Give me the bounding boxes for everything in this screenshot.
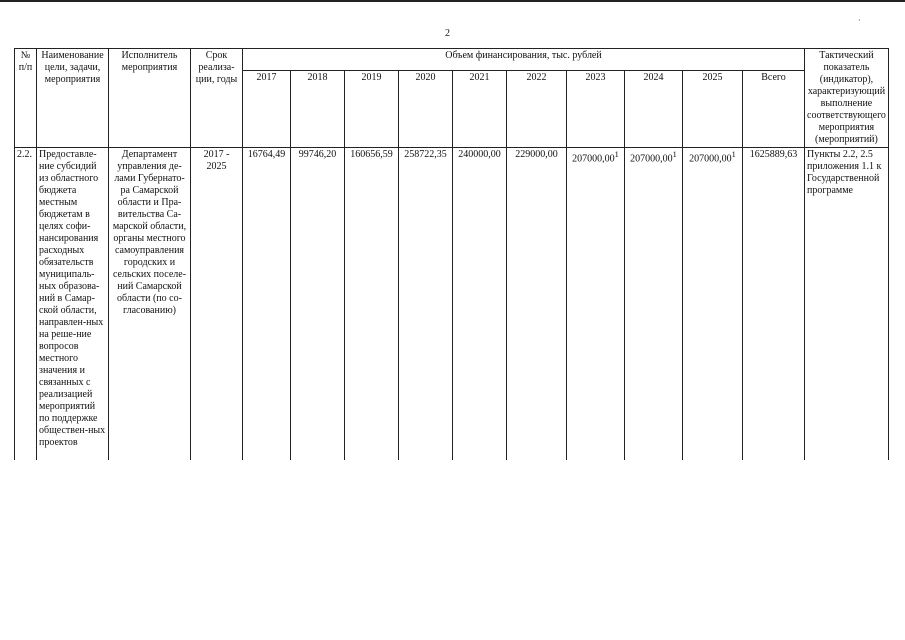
header-executor: Исполнитель мероприятия bbox=[109, 49, 191, 148]
row-value-2022: 229000,00 bbox=[507, 148, 567, 461]
row-num: 2.2. bbox=[15, 148, 37, 461]
row-executor: Департамент управления де-лами Губернато-ра Самарской области и Пра-вительства Са-марской области, органы местного самоуправления городских и сельских поселе-ний Самарской области (по со-гласованию) bbox=[109, 148, 191, 461]
header-term: Срок реализа-ции, годы bbox=[191, 49, 243, 148]
header-year-total: Всего bbox=[743, 71, 805, 148]
row-name: Предоставле-ние субсидий из областного бюджета местным бюджетам в целях софи-нансирования расходных обязательств муниципаль-ных образова-ний в Самар-ской области, направлен-ных на реше-ние вопросов местного значения и связанных с реализацией мероприятий по поддержке обществен-ных проектов bbox=[37, 148, 109, 461]
header-year: 2023 bbox=[567, 71, 625, 148]
row-value-2023: 207000,00$^1$ bbox=[567, 148, 625, 461]
header-year: 2017 bbox=[243, 71, 291, 148]
corner-mark: · bbox=[858, 16, 861, 25]
funding-table bbox=[14, 48, 889, 460]
header-year: 2020 bbox=[399, 71, 453, 148]
row-value-2017: 16764,49 bbox=[243, 148, 291, 461]
row-value-2020: 258722,35 bbox=[399, 148, 453, 461]
row-value-2021: 240000,00 bbox=[453, 148, 507, 461]
row-value-2019: 160656,59 bbox=[345, 148, 399, 461]
footnote-mark: 1 bbox=[731, 150, 736, 159]
row-value-total: 1625889,63 bbox=[743, 148, 805, 461]
top-rule bbox=[0, 0, 905, 2]
header-year: 2022 bbox=[507, 71, 567, 148]
header-funding: Объем финансирования, тыс. рублей bbox=[243, 49, 805, 71]
row-term: 2017 - 2025 bbox=[191, 148, 243, 461]
row-value-2024: 207000,00$^1$ bbox=[625, 148, 683, 461]
header-year: 2021 bbox=[453, 71, 507, 148]
header-year: 2018 bbox=[291, 71, 345, 148]
row-value-2018: 99746,20 bbox=[291, 148, 345, 461]
header-name: Наименование цели, задачи, мероприятия bbox=[37, 49, 109, 148]
row-indicator: Пункты 2.2, 2.5 приложения 1.1 к Государственной программе bbox=[805, 148, 889, 461]
header-num: № п/п bbox=[15, 49, 37, 148]
header-year: 2024 bbox=[625, 71, 683, 148]
footnote-mark: 1 bbox=[614, 150, 619, 159]
header-year: 2019 bbox=[345, 71, 399, 148]
footnote-mark: 1 bbox=[672, 150, 677, 159]
page-number: 2 bbox=[445, 28, 450, 39]
row-value-2025: 207000,00$^1$ bbox=[683, 148, 743, 461]
header-indicator: Тактический показатель (индикатор), характеризующий выполнение соответствующего мероприятия (мероприятий) bbox=[805, 49, 889, 148]
table-row bbox=[15, 148, 889, 461]
header-year: 2025 bbox=[683, 71, 743, 148]
header-row bbox=[15, 49, 889, 71]
